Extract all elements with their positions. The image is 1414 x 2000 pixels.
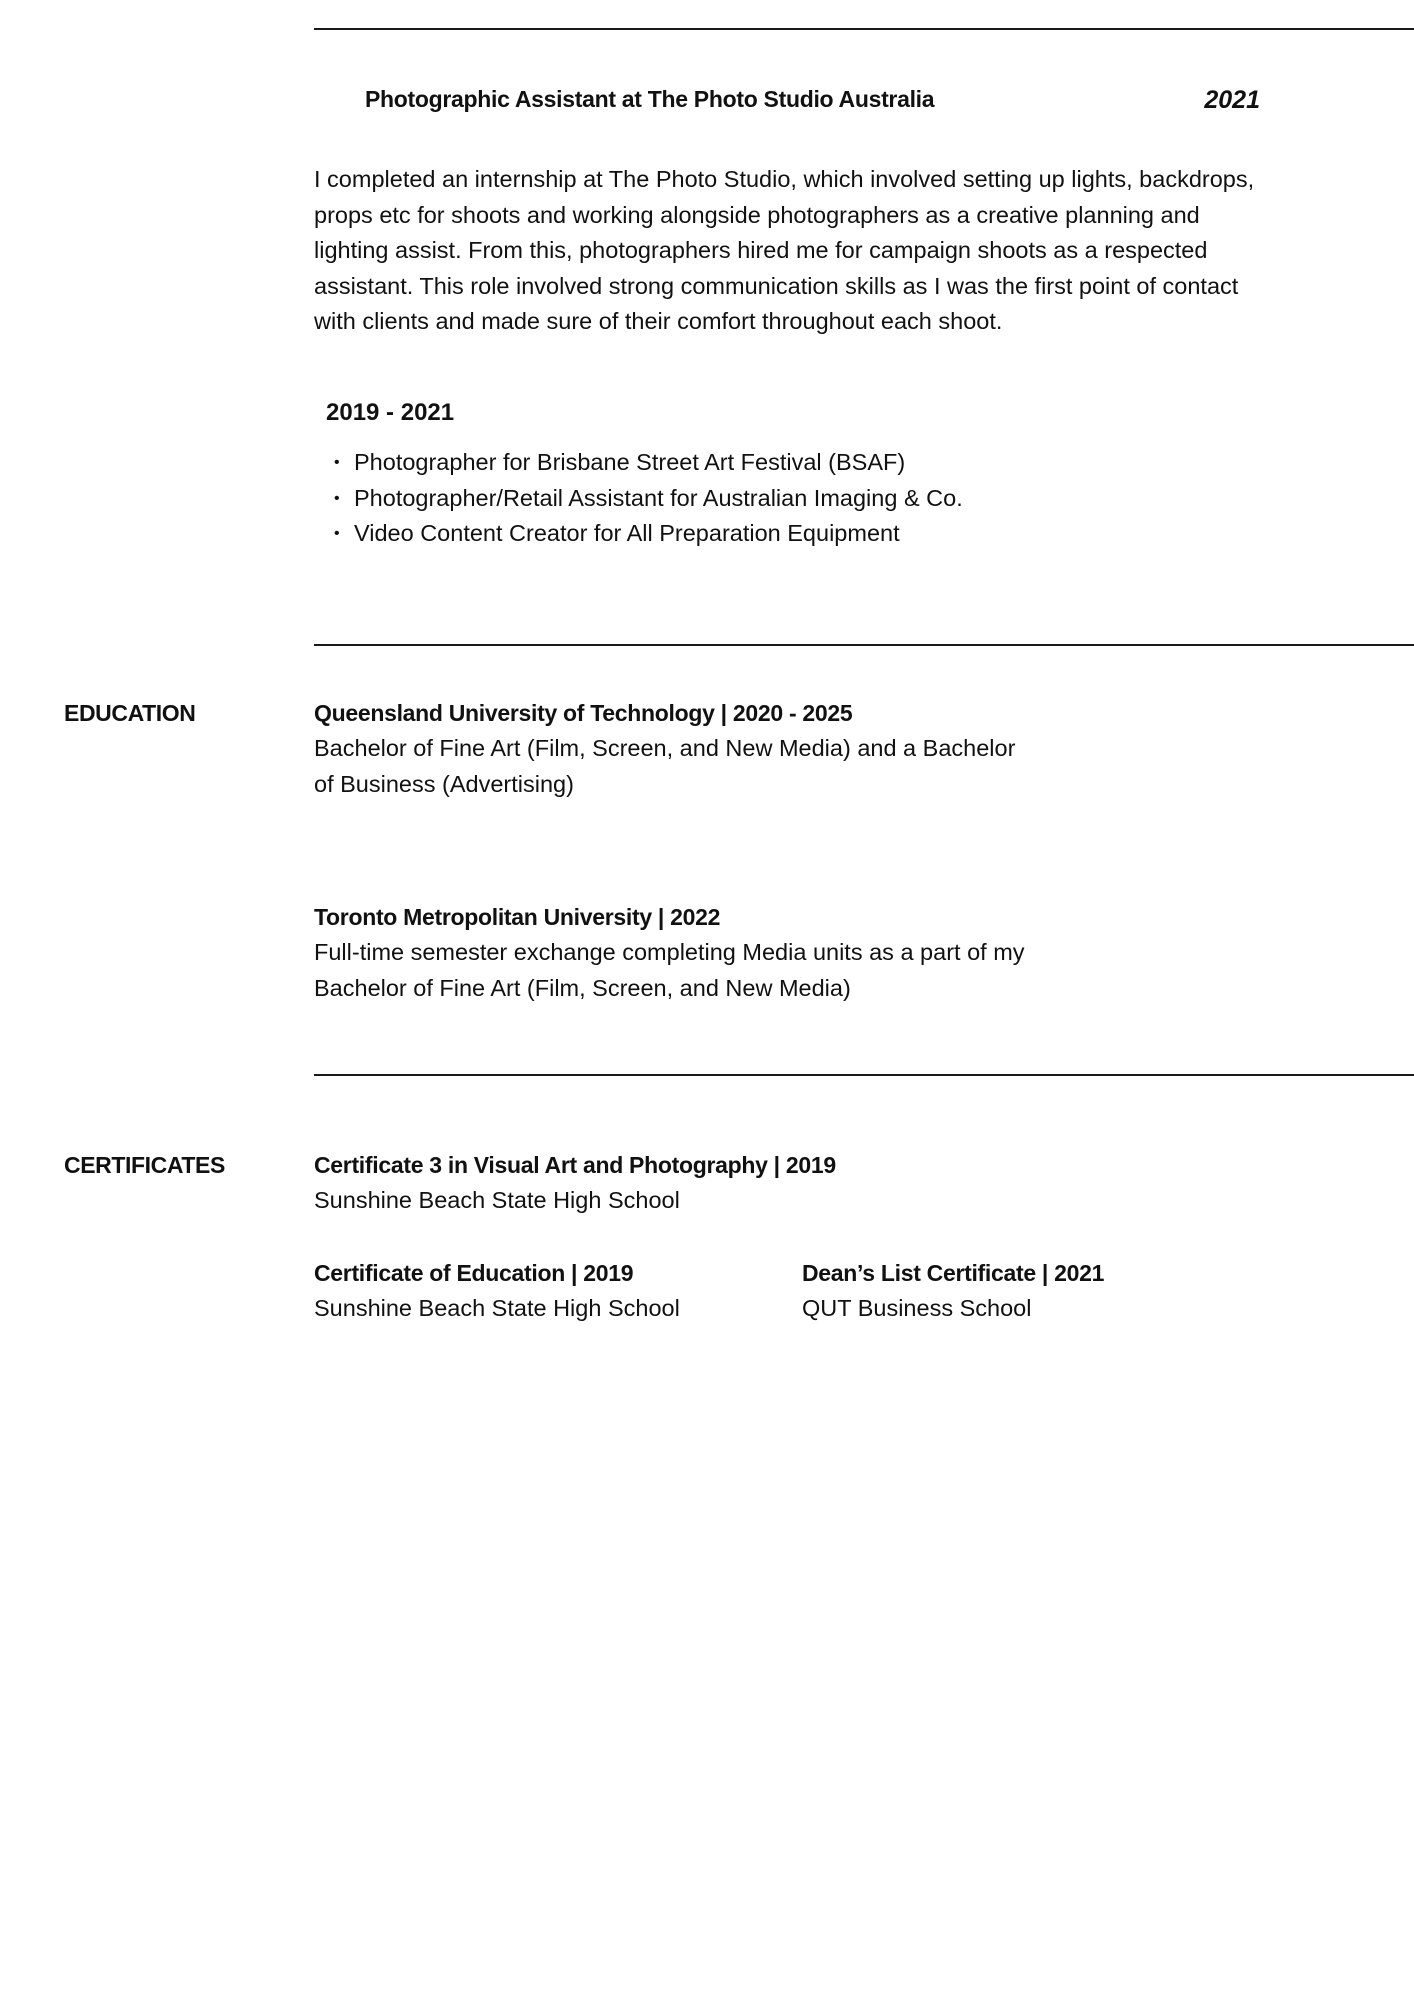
education-title: Toronto Metropolitan University | 2022 bbox=[314, 904, 721, 930]
section-divider bbox=[314, 644, 1414, 646]
job-title: Photographic Assistant at The Photo Studio Australia bbox=[365, 86, 935, 112]
job-year: 2021 bbox=[1204, 86, 1260, 114]
description-line: props etc for shoots and working alongside photographers as a creative planning and bbox=[314, 201, 1200, 228]
education-body bbox=[314, 935, 1114, 1006]
job-description bbox=[314, 162, 1314, 340]
certificate-issuer: QUT Business School bbox=[802, 1295, 1032, 1321]
certificate-entry bbox=[314, 1260, 774, 1327]
certificate-issuer: Sunshine Beach State High School bbox=[314, 1295, 680, 1321]
education-title: Queensland University of Technology | 2020 - 2025 bbox=[314, 700, 853, 726]
roles-list bbox=[334, 445, 963, 552]
certificate-title: Certificate 3 in Visual Art and Photography | 2019 bbox=[314, 1152, 836, 1178]
description-line: I completed an internship at The Photo Studio, which involved setting up lights, backdrops, bbox=[314, 166, 1255, 192]
section-divider bbox=[314, 1074, 1414, 1076]
certificate-issuer: Sunshine Beach State High School bbox=[314, 1187, 680, 1213]
education-heading: EDUCATION bbox=[64, 700, 196, 726]
education-line: Full-time semester exchange completing Media units as a part of my bbox=[314, 939, 1025, 965]
section-divider bbox=[314, 28, 1414, 30]
certificate-title: Certificate of Education | 2019 bbox=[314, 1260, 634, 1286]
description-line: lighting assist. From this, photographers hired me for campaign shoots as a respected bbox=[314, 237, 1208, 263]
certificate-title: Dean’s List Certificate | 2021 bbox=[802, 1260, 1105, 1286]
education-body bbox=[314, 731, 1114, 802]
list-item: • Photographer/Retail Assistant for Australian Imaging & Co. bbox=[334, 481, 963, 517]
description-line: assistant. This role involved strong communication skills as I was the first point of contact bbox=[314, 272, 1239, 299]
certificate-entry bbox=[802, 1260, 1262, 1327]
description-line: with clients and made sure of their comfort throughout each shoot. bbox=[314, 308, 1003, 334]
experience-range: 2019 - 2021 bbox=[326, 399, 455, 426]
education-entry bbox=[314, 904, 1114, 1006]
certificate-entry bbox=[314, 1152, 1014, 1219]
education-line: Bachelor of Fine Art (Film, Screen, and New Media) and a Bachelor bbox=[314, 735, 1016, 761]
list-item: • Video Content Creator for All Preparation Equipment bbox=[334, 516, 963, 552]
certificates-heading: CERTIFICATES bbox=[64, 1152, 225, 1178]
education-entry bbox=[314, 700, 1114, 802]
education-line: Bachelor of Fine Art (Film, Screen, and New Media) bbox=[314, 974, 851, 1001]
list-item: • Photographer for Brisbane Street Art Festival (BSAF) bbox=[334, 445, 963, 481]
education-line: of Business (Advertising) bbox=[314, 770, 574, 797]
